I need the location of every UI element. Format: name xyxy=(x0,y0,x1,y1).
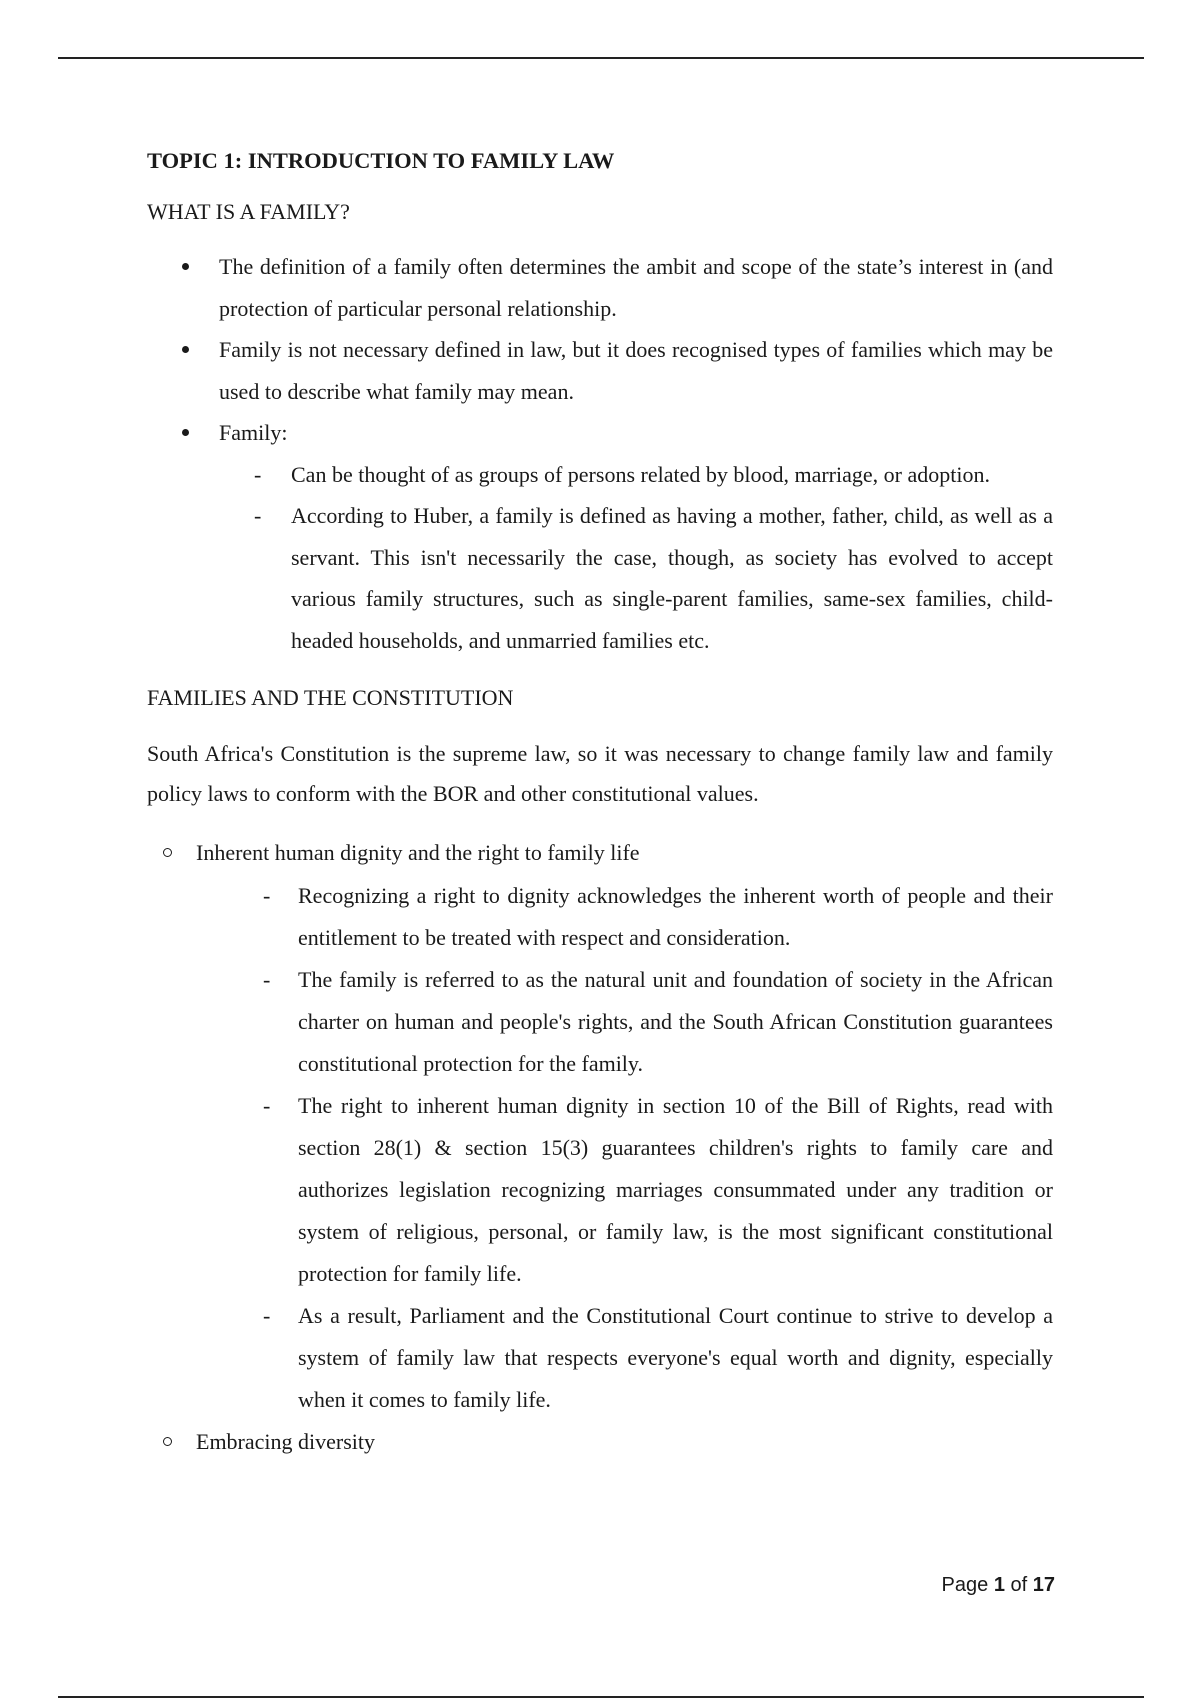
page-title: TOPIC 1: INTRODUCTION TO FAMILY LAW xyxy=(147,148,615,173)
page-total: 17 xyxy=(1032,1574,1055,1596)
page-current: 1 xyxy=(993,1574,1005,1596)
list-item: - According to Huber, a family is defined as having a mother, father, child, as well as a servant. This isn't necessarily the case, though, as society has evolved to accept various family structures, such as single-parent families, same-sex families, child-headed households, and unmarried families etc. xyxy=(291,495,1053,661)
of-word: of xyxy=(1010,1574,1028,1596)
list-item: The definition of a family often determines the ambit and scope of the state’s interest in (and protection of particular personal relationship. xyxy=(219,246,1053,329)
list-item: - Recognizing a right to dignity acknowledges the inherent worth of people and their entitlement to be treated with respect and consideration. xyxy=(298,875,1053,959)
list-item-label: Inherent human dignity and the right to family life xyxy=(196,840,640,865)
list-item xyxy=(196,832,1053,1421)
constitution-topics-list xyxy=(196,832,1053,1463)
list-item: Family is not necessary defined in law, but it does recognised types of families which may be used to describe what family may mean. xyxy=(219,329,1053,412)
list-item: - The family is referred to as the natural unit and foundation of society in the African charter on human and people's rights, and the South African Constitution guarantees constitutional protection for the family. xyxy=(298,959,1053,1085)
family-sub-list xyxy=(291,454,1053,662)
header-rule xyxy=(58,57,1144,59)
list-item xyxy=(196,1421,1053,1463)
list-item xyxy=(219,412,1053,661)
list-item: - Can be thought of as groups of persons related by blood, marriage, or adoption. xyxy=(291,454,1053,496)
document-body xyxy=(147,144,1053,1463)
family-definition-list xyxy=(219,246,1053,661)
dignity-sub-list xyxy=(298,875,1053,1421)
section-heading-what-is-a-family: WHAT IS A FAMILY? xyxy=(147,199,350,224)
page-number xyxy=(942,1574,1055,1597)
list-item-label: Family: xyxy=(219,420,288,445)
footer-rule xyxy=(58,1696,1144,1698)
list-item: - The right to inherent human dignity in section 10 of the Bill of Rights, read with section 28(1) & section 15(3) guarantees children's rights to family care and authorizes legislation recognizing marriages consummated under any tradition or system of religious, personal, or family law, is the most significant constitutional protection for family life. xyxy=(298,1085,1053,1295)
page-word: Page xyxy=(941,1574,989,1596)
list-item: - As a result, Parliament and the Constitutional Court continue to strive to develop a system of family law that respects everyone's equal worth and dignity, especially when it comes to family life. xyxy=(298,1295,1053,1421)
section-heading-families-and-constitution: FAMILIES AND THE CONSTITUTION xyxy=(147,685,514,710)
list-item-label: Embracing diversity xyxy=(196,1429,376,1454)
section-intro-paragraph: South Africa's Constitution is the supreme law, so it was necessary to change family law and family policy laws to conform with the BOR and other constitutional values. xyxy=(147,741,1053,806)
